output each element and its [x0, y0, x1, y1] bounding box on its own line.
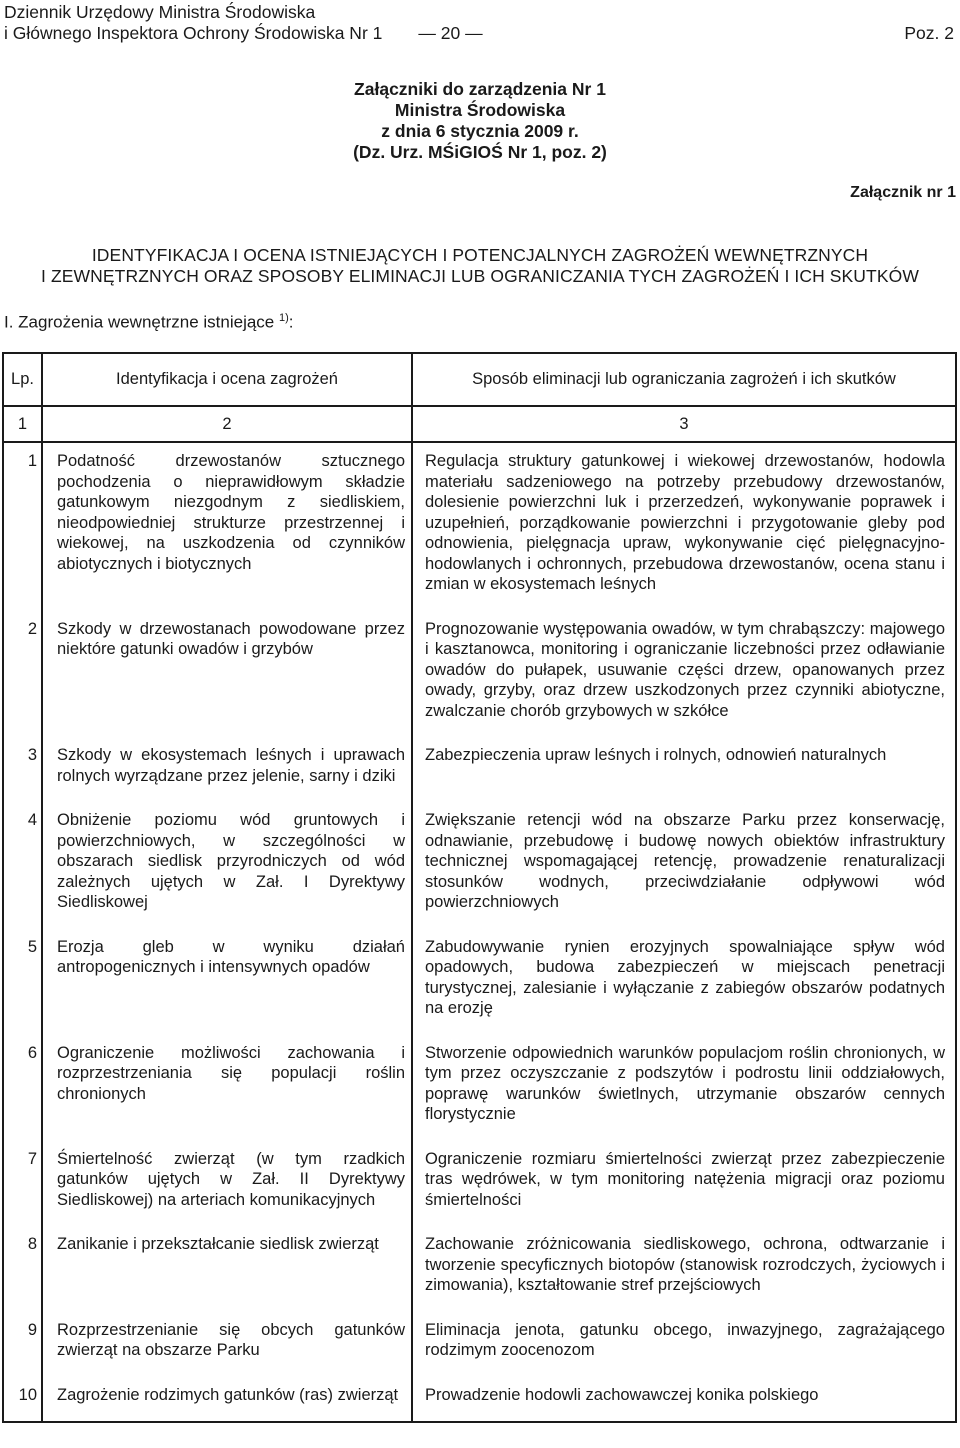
method-cell: Eliminacja jenota, gatunku obcego, inwazyjnego, zagrażającego rodzimym zoocenozom — [412, 1312, 956, 1377]
title-line: z dnia 6 stycznia 2009 r. — [381, 121, 579, 141]
threat-cell: Obniżenie poziomu wód gruntowych i powierzchniowych, w szczególności w obszarach siedlisk przyrodniczych od wód zależnych ujętych w Zał. I Dyrektywy Siedliskowej — [42, 802, 412, 929]
method-cell: Prowadzenie hodowli zachowawczej konika polskiego — [412, 1377, 956, 1423]
table-row — [3, 1141, 956, 1227]
title-line: Załączniki do zarządzenia Nr 1 — [354, 79, 606, 99]
row-number: 4 — [3, 802, 42, 929]
table-row — [3, 1226, 956, 1312]
table-row — [3, 1035, 956, 1141]
table-header-row — [3, 353, 956, 406]
position-number: Poz. 2 — [904, 23, 954, 43]
row-number: 7 — [3, 1141, 42, 1227]
threat-cell: Szkody w drzewostanach powodowane przez niektóre gatunki owadów i grzybów — [42, 611, 412, 738]
method-cell: Zwiększanie retencji wód na obszarze Parku przez konserwację, odnawianie, przebudowę i budowę nowych obiektów infrastruktury technicznej wspomagającej retencję, prowadzenie renaturalizacji stosunków wodnych, przeciwdziałanie odpływowi wód powierzchniowych — [412, 802, 956, 929]
row-number: 6 — [3, 1035, 42, 1141]
threat-cell: Szkody w ekosystemach leśnych i uprawach rolnych wyrządzane przez jelenie, sarny i dziki — [42, 737, 412, 802]
method-cell: Zabezpieczenia upraw leśnych i rolnych, odnowień naturalnych — [412, 737, 956, 802]
page-header — [4, 2, 956, 44]
method-cell: Zachowanie zróżnicowania siedliskowego, ochrona, odtwarzanie i tworzenie specyficznych biotopów (stanowisk rozrodczych, życiowych i zimowania), kształtowanie stref przejściowych — [412, 1226, 956, 1312]
threat-cell: Podatność drzewostanów sztucznego pochodzenia o nieprawidłowym składzie gatunkowym niezgodnym z siedliskiem, nieodpowiedniej strukturze przestrzennej i wiekowej, na uszkodzenia od czynników abiotycznych i biotycznych — [42, 442, 412, 611]
heading-line: I ZEWNĘTRZNYCH ORAZ SPOSOBY ELIMINACJI LUB OGRANICZANIA TYCH ZAGROŻEŃ I ICH SKUTKÓW — [41, 266, 919, 286]
table-row — [3, 1377, 956, 1423]
header-method: Sposób eliminacji lub ograniczania zagrożeń i ich skutków — [412, 353, 956, 406]
method-cell: Zabudowywanie rynien erozyjnych spowalniające spływ wód opadowych, budowa zabezpieczeń w miejscach penetracji turystycznej, zalesianie i wyłączanie z zabiegów obszarów podatnych na erozję — [412, 929, 956, 1035]
section-heading — [0, 245, 960, 287]
heading-line: IDENTYFIKACJA I OCENA ISTNIEJĄCYCH I POTENCJALNYCH ZAGROŻEŃ WEWNĘTRZNYCH — [91, 245, 869, 265]
row-number: 8 — [3, 1226, 42, 1312]
table-row — [3, 737, 956, 802]
threat-cell: Zanikanie i przekształcanie siedlisk zwierząt — [42, 1226, 412, 1312]
table-row — [3, 802, 956, 929]
row-number: 5 — [3, 929, 42, 1035]
threat-cell: Śmiertelność zwierząt (w tym rzadkich gatunków ujętych w Zał. II Dyrektywy Siedliskowej) na arteriach komunikacyjnych — [42, 1141, 412, 1227]
method-cell: Regulacja struktury gatunkowej i wiekowej drzewostanów, hodowla materiału sadzeniowego na potrzeby przebudowy drzewostanów, dolesienie powierzchni luk i przerzedzeń, wykonywanie poprawek i uzupełnień, porządkowanie powierzchni i przygotowanie gleby pod odnowienia, pielęgnacja upraw, wykonywanie cięć pielęgnacyjno-hodowlanych i ochronnych, przebudowa drzewostanów, ocena stanu i zmian w ekosystemach leśnych — [412, 442, 956, 611]
attachment-label: Załącznik nr 1 — [850, 184, 956, 201]
threat-cell: Zagrożenie rodzimych gatunków (ras) zwierząt — [42, 1377, 412, 1423]
threat-cell: Erozja gleb w wyniku działań antropogenicznych i intensywnych opadów — [42, 929, 412, 1035]
table-row — [3, 1312, 956, 1377]
table-row — [3, 442, 956, 611]
column-number-row — [3, 406, 956, 442]
title-line: (Dz. Urz. MŚiGIOŚ Nr 1, poz. 2) — [353, 142, 607, 162]
method-cell: Prognozowanie występowania owadów, w tym chrabąszczy: majowego i kasztanowca, monitoring i ograniczanie liczebności przez odławianie owadów do pułapek, usuwanie części drzew, opanowanych przez owady, grzyby, oraz drzew uszkodzonych przez czynniki abiotyczne, zwalczanie chorób grzybowych w szkółce — [412, 611, 956, 738]
subsection-colon: : — [288, 312, 294, 332]
method-cell: Ograniczenie rozmiaru śmiertelności zwierząt przez zabezpieczenie tras wędrówek, w tym monitoring natężenia migracji oraz poziomu śmiertelności — [412, 1141, 956, 1227]
header-threat: Identyfikacja i ocena zagrożeń — [42, 353, 412, 406]
column-number: 3 — [412, 406, 956, 442]
column-number: 2 — [42, 406, 412, 442]
subsection-title — [4, 312, 294, 333]
row-number: 3 — [3, 737, 42, 802]
row-number: 9 — [3, 1312, 42, 1377]
row-number: 10 — [3, 1377, 42, 1423]
threat-cell: Rozprzestrzenianie się obcych gatunków zwierząt na obszarze Parku — [42, 1312, 412, 1377]
document-title — [0, 79, 960, 163]
row-number: 2 — [3, 611, 42, 738]
row-number: 1 — [3, 442, 42, 611]
threats-table — [2, 352, 957, 1423]
table-row — [3, 611, 956, 738]
journal-title: Dziennik Urzędowy Ministra Środowiska — [4, 2, 316, 22]
journal-subtitle: i Głównego Inspektora Ochrony Środowiska Nr 1 — [4, 23, 383, 43]
table-row — [3, 929, 956, 1035]
method-cell: Stworzenie odpowiednich warunków populacjom roślin chronionych, w tym przez oczyszczanie z podszytów i podrostu linii oddziałowych, poprawę warunków świetlnych, utrzymanie obszarów cennych florystycznie — [412, 1035, 956, 1141]
threat-cell: Ograniczenie możliwości zachowania i rozprzestrzeniania się populacji roślin chronionych — [42, 1035, 412, 1141]
header-lp: Lp. — [3, 353, 42, 406]
footnote-ref: 1) — [278, 312, 289, 324]
column-number: 1 — [3, 406, 42, 442]
title-line: Ministra Środowiska — [394, 100, 566, 120]
page-number: — 20 — — [418, 23, 483, 43]
subsection-text: I. Zagrożenia wewnętrzne istniejące — [4, 312, 275, 332]
